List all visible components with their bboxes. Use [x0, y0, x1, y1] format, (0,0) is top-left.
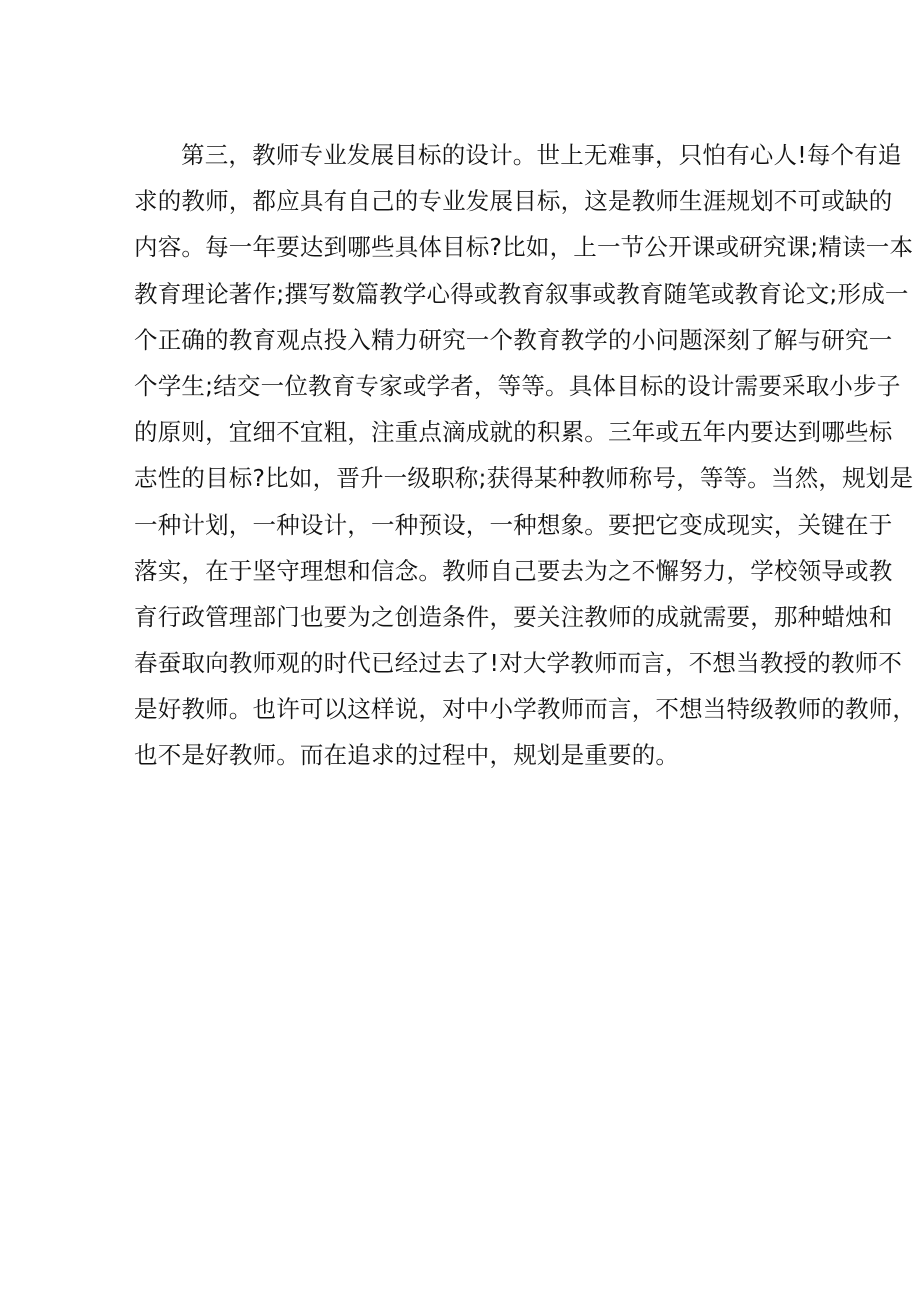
paragraph-line: 的原则，宜细不宜粗，注重点滴成就的积累。三年或五年内要达到哪些标 [134, 418, 893, 447]
paragraph-line: 个学生;结交一位教育专家或学者，等等。具体目标的设计需要采取小步子 [134, 371, 901, 400]
paragraph-line: 也不是好教师。而在追求的过程中，规划是重要的。 [134, 741, 680, 770]
paragraph-line: 一种计划，一种设计，一种预设，一种想象。要把它变成现实，关键在于 [134, 510, 893, 539]
paragraph-line: 教育理论著作;撰写数篇教学心得或教育叙事或教育随笔或教育论文;形成一 [134, 279, 909, 308]
paragraph-line: 育行政管理部门也要为之创造条件，要关注教师的成就需要，那种蜡烛和 [134, 602, 893, 631]
paragraph-line: 内容。每一年要达到哪些具体目标?比如，上一节公开课或研究课;精读一本 [134, 233, 914, 262]
body-paragraph [134, 132, 917, 779]
paragraph-line: 第三，教师专业发展目标的设计。世上无难事，只怕有心人!每个有追 [181, 141, 902, 169]
paragraph-line: 是好教师。也许可以这样说，对中小学教师而言，不想当特级教师的教师， [134, 695, 917, 724]
paragraph-line: 春蚕取向教师观的时代已经过去了!对大学教师而言，不想当教授的教师不 [134, 649, 903, 678]
paragraph-line: 个正确的教育观点投入精力研究一个教育教学的小问题深刻了解与研究一 [134, 325, 893, 354]
paragraph-line: 志性的目标?比如，晋升一级职称;获得某种教师称号，等等。当然，规划是 [134, 464, 914, 493]
paragraph-line: 求的教师，都应具有自己的专业发展目标，这是教师生涯规划不可或缺的 [134, 187, 893, 216]
paragraph-line: 落实，在于坚守理想和信念。教师自己要去为之不懈努力，学校领导或教 [134, 556, 893, 585]
